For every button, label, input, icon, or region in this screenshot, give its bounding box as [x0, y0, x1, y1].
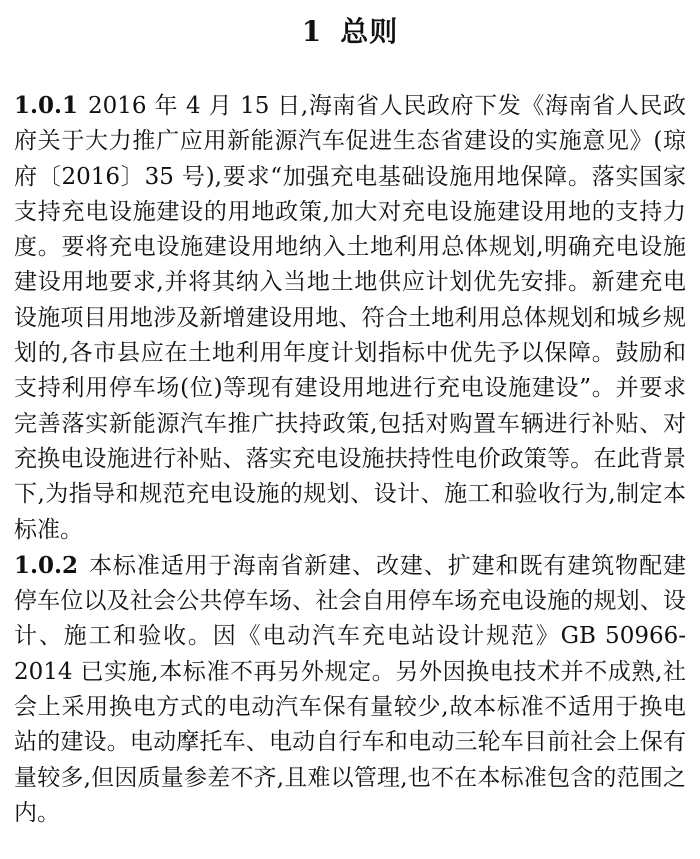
chapter-heading	[14, 0, 686, 58]
clause-1-0-1	[14, 88, 686, 548]
clause-number: 1.0.1	[14, 92, 79, 119]
clause-1-0-2	[14, 548, 686, 831]
clause-number: 1.0.2	[14, 551, 79, 579]
chapter-body	[14, 88, 686, 831]
clause-text: 本标准适用于海南省新建、改建、扩建和既有建筑物配建停车位以及社会公共停车场、社会自用停车场充电设施的规划、设计、施工和验收。因《电动汽车充电站设计规范》GB 50966-2014 已实施,本标准不再另外规定。另外因换电技术并不成熟,社会上采用换电方式的电动汽车保有量较少,故本标准不适用于换电站的建设。电动摩托车、电动自行车和电动三轮车目前社会上保有量较多,但因质量参差不齐,且难以管理,也不在本标准包含的范围之内。	[14, 552, 686, 826]
chapter-number: 1	[301, 15, 323, 48]
chapter-title: 总则	[340, 15, 399, 48]
clause-text: 2016 年 4 月 15 日,海南省人民政府下发《海南省人民政府关于大力推广应用新能源汽车促进生态省建设的实施意见》(琼府〔2016〕35 号),要求“加强充电基础设施用地保障。落实国家支持充电设施建设的用地政策,加大对充电设施建设用地的支持力度。要将充电设施建设用地纳入土地利用总体规划,明确充电设施建设用地要求,并将其纳入当地土地供应计划优先安排。新建充电设施项目用地涉及新增建设用地、符合土地利用总体规划和城乡规划的,各市县应在土地利用年度计划指标中优先予以保障。鼓励和支持利用停车场(位)等现有建设用地进行充电设施建设”。并要求完善落实新能源汽车推广扶持政策,包括对购置车辆进行补贴、对充换电设施进行补贴、落实充电设施扶持性电价政策等。在此背景下,为指导和规范充电设施的规划、设计、施工和验收行为,制定本标准。	[14, 93, 686, 543]
